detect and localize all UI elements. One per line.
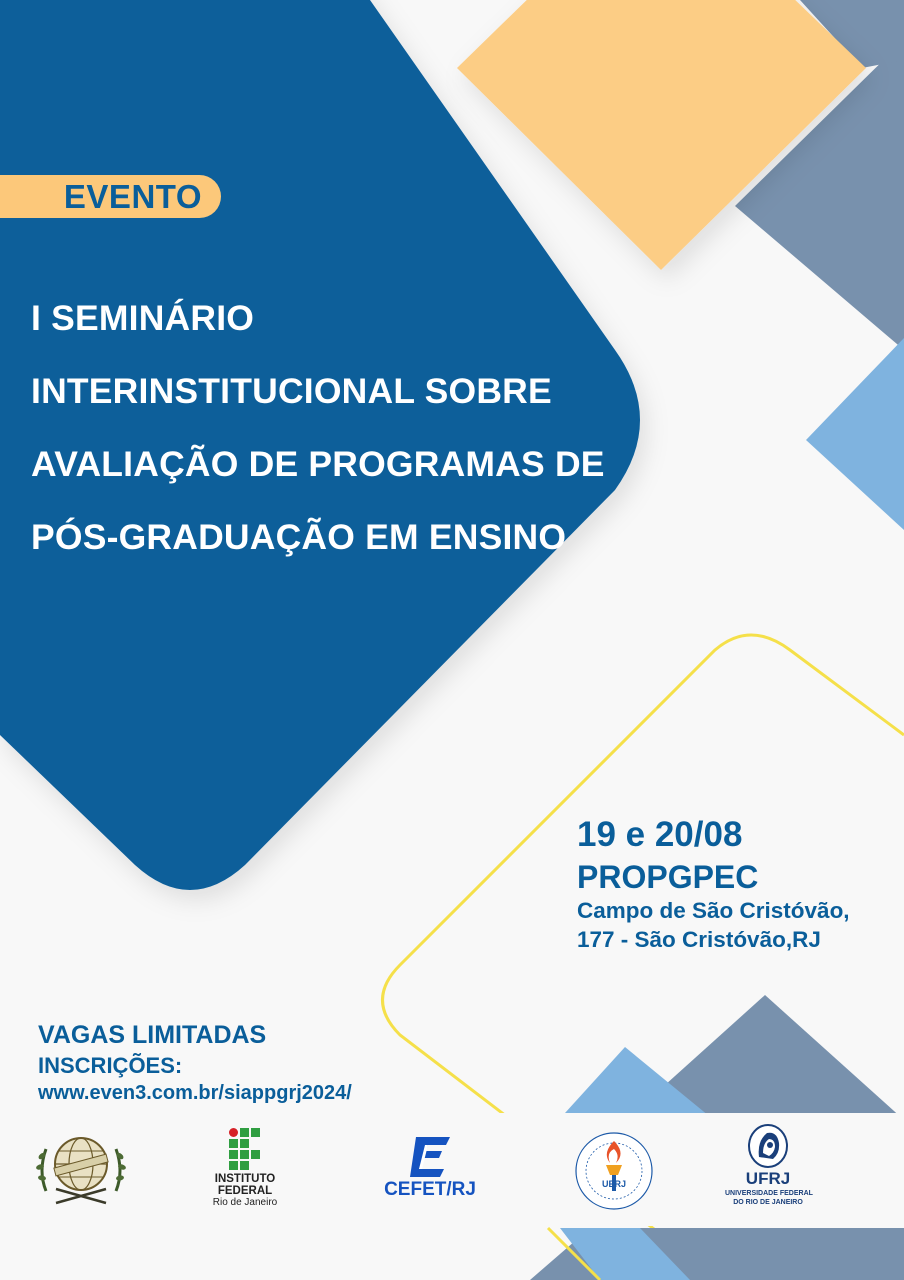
ufrj-minerva-icon [747,1123,789,1169]
registration-link[interactable]: www.even3.com.br/siappgrj2024/ [38,1082,352,1104]
ifrj-line3: Rio de Janeiro [212,1197,278,1208]
uerj-name: UERJ [601,1179,627,1189]
title-line: AVALIAÇÃO DE PROGRAMAS DE [31,444,605,484]
light-blue-diamond-right [806,338,904,530]
logo-strip [0,1113,904,1226]
ifrj-grid-icon [229,1128,261,1170]
ufrj-logo [725,1123,811,1219]
cefet-logo [370,1135,490,1205]
event-tag-label: EVENTO [63,177,202,215]
address-line: Campo de São Cristóvão, [577,898,850,923]
ifrj-line1: INSTITUTO [214,1173,276,1185]
event-dates: 19 e 20/08 [577,815,743,854]
ufrj-name: UFRJ [745,1169,791,1188]
event-address [577,896,897,954]
ufrj-line2: DO RIO DE JANEIRO [733,1199,803,1206]
address-line: 177 - São Cristóvão,RJ [577,927,821,952]
globe-emblem-logo [36,1131,126,1209]
title-line: PÓS-GRADUAÇÃO EM ENSINO [31,517,567,557]
ifrj-logo [205,1128,285,1213]
event-info [577,812,897,954]
title-line: INTERINSTITUCIONAL SOBRE [31,371,552,411]
event-organizer: PROPGPEC [577,859,759,895]
ifrj-line2: FEDERAL [217,1185,273,1197]
ufrj-line1: UNIVERSIDADE FEDERAL [725,1190,813,1197]
limited-spots: VAGAS LIMITADAS [38,1021,267,1049]
cefet-name: CEFET/RJ [384,1179,476,1200]
event-tag [0,175,221,218]
event-title [31,282,651,574]
cefet-mark-icon [408,1135,452,1177]
registration-info [38,1018,352,1107]
registration-label: INSCRIÇÕES: [38,1053,183,1078]
uerj-logo [572,1129,656,1213]
title-line: I SEMINÁRIO [31,298,255,338]
